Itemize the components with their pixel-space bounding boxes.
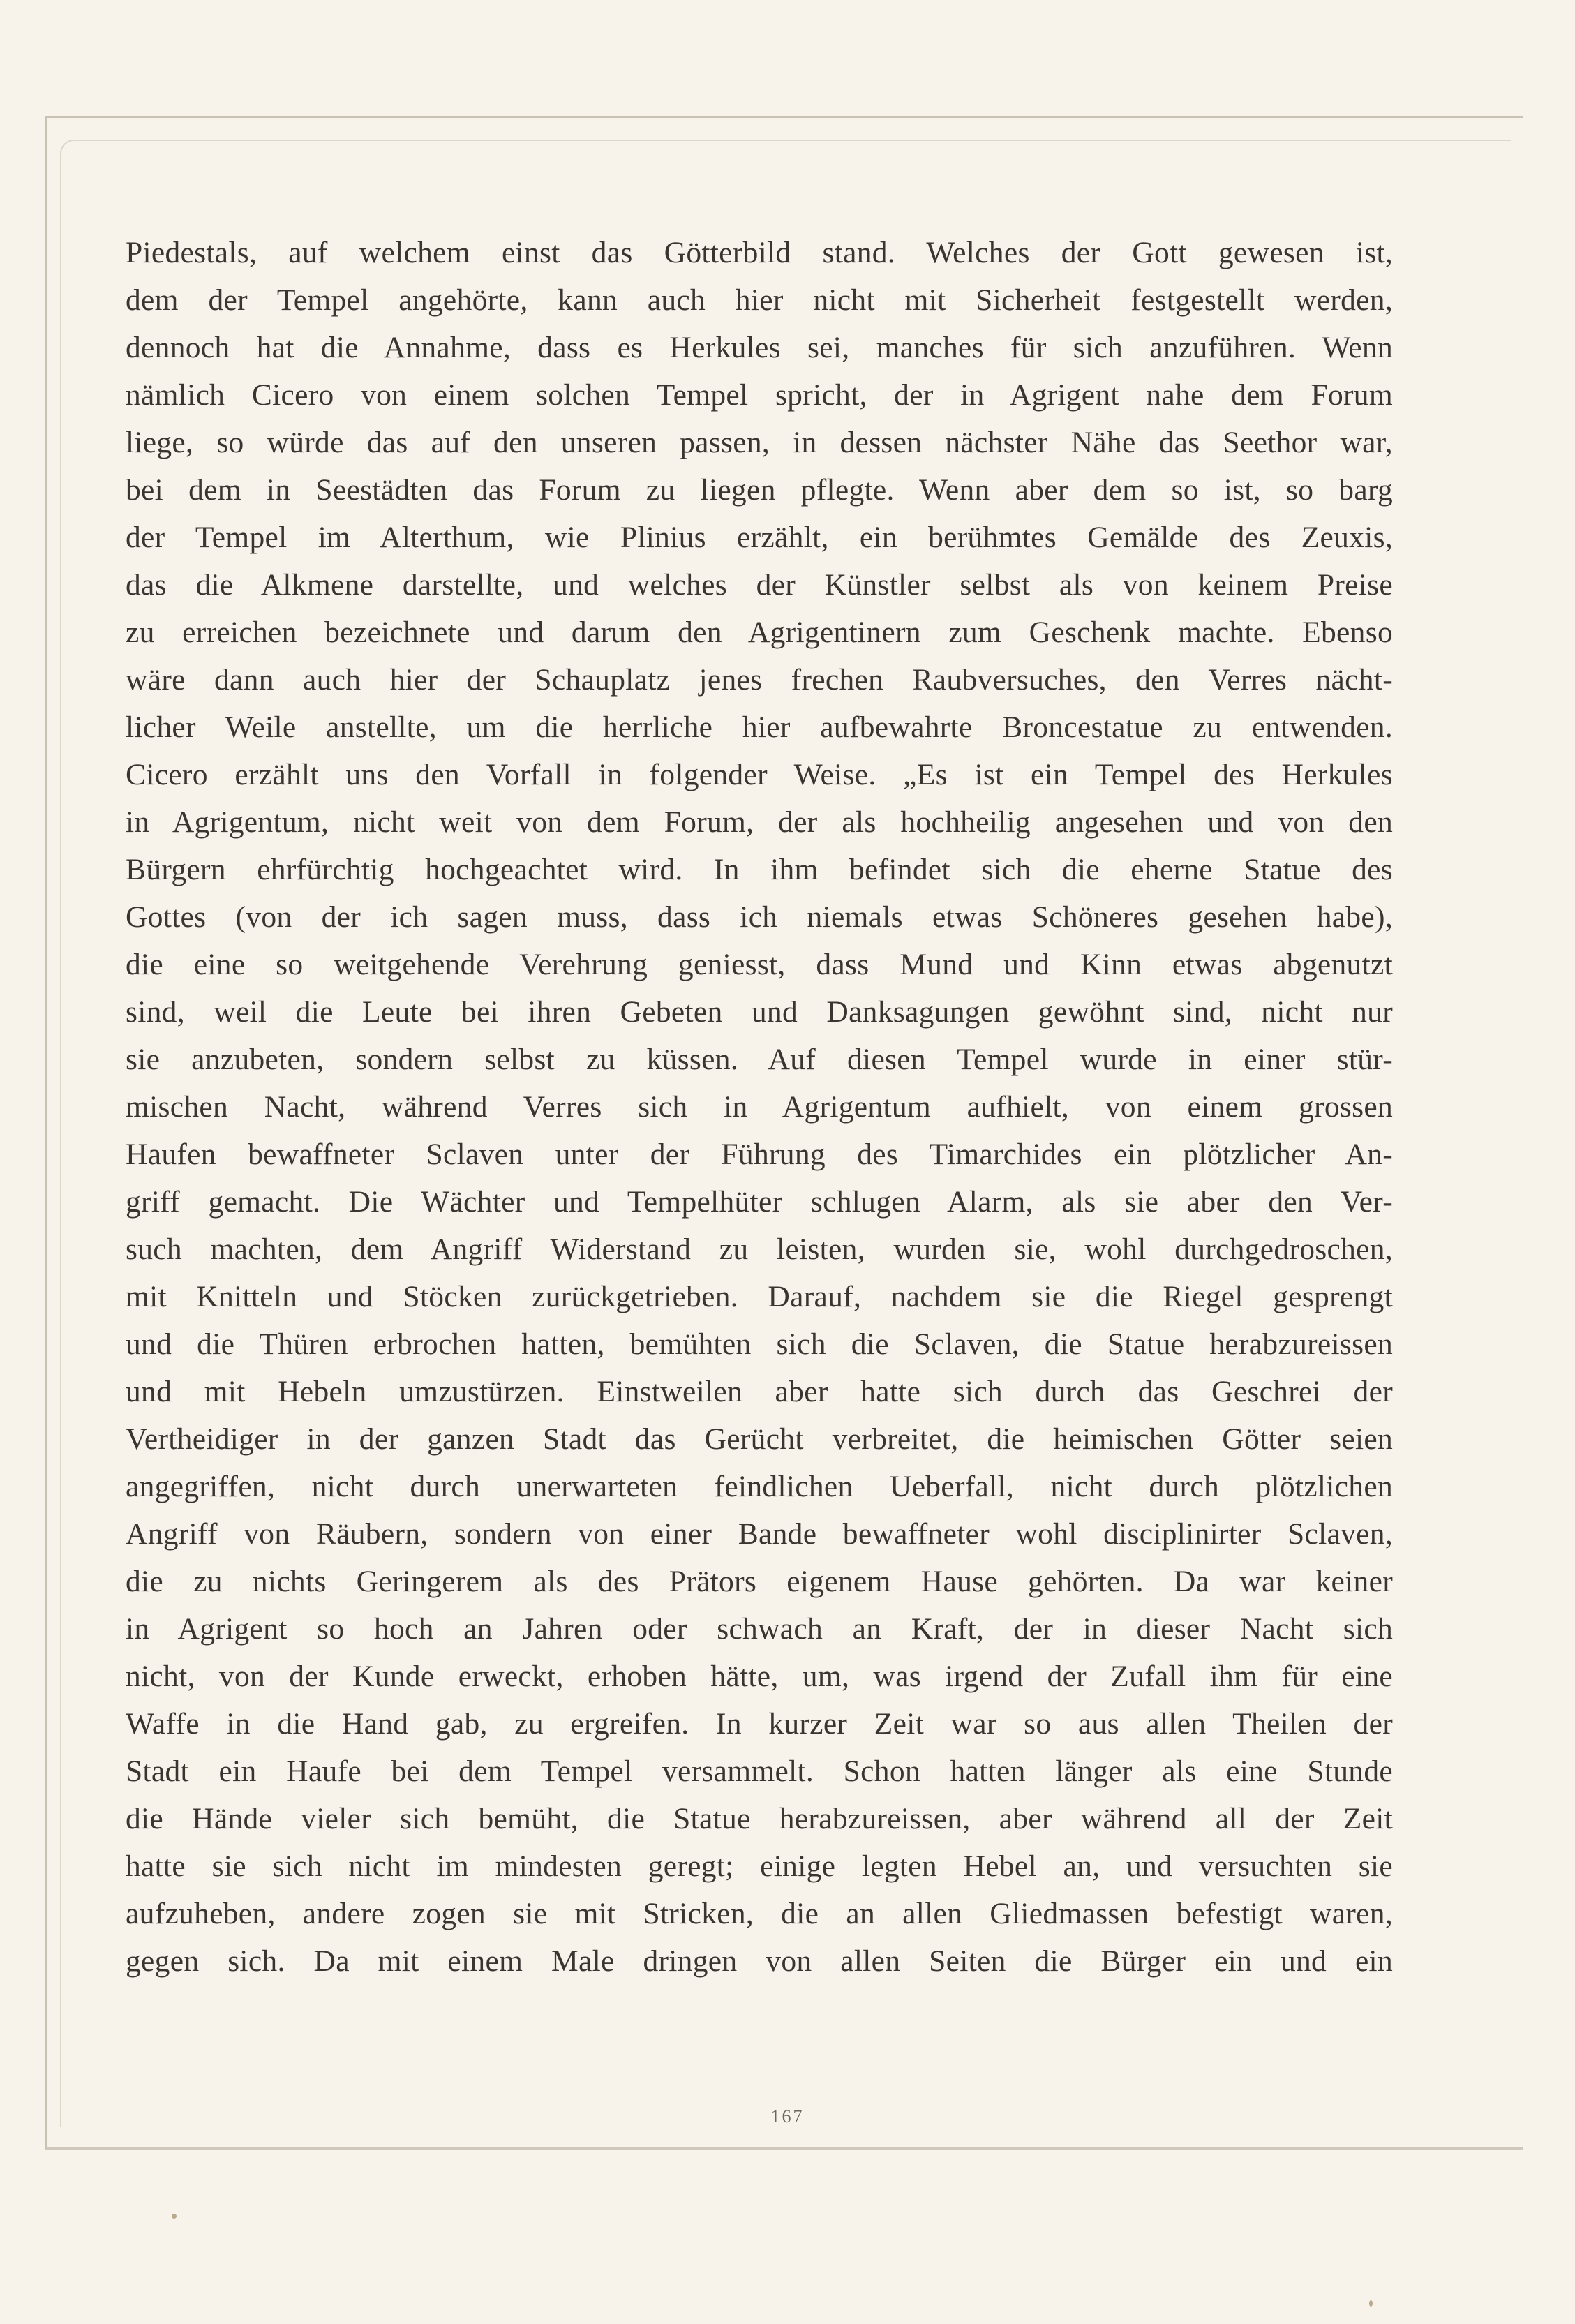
paper-speck bbox=[172, 2214, 177, 2219]
text-line: dem der Tempel angehörte, kann auch hier nicht mit Sicherheit festgestellt werden, bbox=[126, 283, 1393, 317]
text-line: Waffe in die Hand gab, zu ergreifen. In kurzer Zeit war so aus allen Theilen der bbox=[126, 1707, 1393, 1741]
text-line: griff gemacht. Die Wächter und Tempelhüter schlugen Alarm, als sie aber den Ver- bbox=[126, 1185, 1393, 1219]
text-line: der Tempel im Alterthum, wie Plinius erzählt, ein berühmtes Gemälde des Zeuxis, bbox=[126, 521, 1393, 554]
text-line: such machten, dem Angriff Widerstand zu leisten, wurden sie, wohl durchgedroschen, bbox=[126, 1232, 1393, 1266]
text-line: sie anzubeten, sondern selbst zu küssen. Auf diesen Tempel wurde in einer stür- bbox=[126, 1043, 1393, 1076]
text-line: nicht, von der Kunde erweckt, erhoben hätte, um, was irgend der Zufall ihm für eine bbox=[126, 1660, 1393, 1693]
text-line: in Agrigentum, nicht weit von dem Forum, der als hochheilig angesehen und von den bbox=[126, 805, 1393, 839]
text-line: angegriffen, nicht durch unerwarteten feindlichen Ueberfall, nicht durch plötzlichen bbox=[126, 1470, 1393, 1503]
text-line: mischen Nacht, während Verres sich in Agrigentum aufhielt, von einem grossen bbox=[126, 1090, 1393, 1124]
paper-speck bbox=[1369, 2300, 1373, 2307]
text-line: dennoch hat die Annahme, dass es Herkules sei, manches für sich anzuführen. Wenn bbox=[126, 331, 1393, 364]
text-line: nämlich Cicero von einem solchen Tempel spricht, der in Agrigent nahe dem Forum bbox=[126, 378, 1393, 412]
text-line: hatte sie sich nicht im mindesten geregt; einige legten Hebel an, und versuchten sie bbox=[126, 1849, 1393, 1883]
body-text bbox=[126, 229, 1393, 1985]
text-line: Gottes (von der ich sagen muss, dass ich niemals etwas Schöneres gesehen habe), bbox=[126, 900, 1393, 934]
page-number: 167 bbox=[770, 2106, 805, 2126]
text-line: mit Knitteln und Stöcken zurückgetrieben. Darauf, nachdem sie die Riegel gesprengt bbox=[126, 1280, 1393, 1313]
text-line: Angriff von Räubern, sondern von einer Bande bewaffneter wohl disciplinirter Sclaven, bbox=[126, 1517, 1393, 1551]
text-line: Cicero erzählt uns den Vorfall in folgender Weise. „Es ist ein Tempel des Herkules bbox=[126, 758, 1393, 791]
text-line: die Hände vieler sich bemüht, die Statue herabzureissen, aber während all der Zeit bbox=[126, 1802, 1393, 1835]
text-line: Bürgern ehrfürchtig hochgeachtet wird. In ihm befindet sich die eherne Statue des bbox=[126, 853, 1393, 886]
text-line: Stadt ein Haufe bei dem Tempel versammelt. Schon hatten länger als eine Stunde bbox=[126, 1755, 1393, 1788]
text-line: die zu nichts Geringerem als des Prätors eigenem Hause gehörten. Da war keiner bbox=[126, 1565, 1393, 1598]
text-line: die eine so weitgehende Verehrung geniesst, dass Mund und Kinn etwas abgenutzt bbox=[126, 948, 1393, 981]
text-line: Vertheidiger in der ganzen Stadt das Gerücht verbreitet, die heimischen Götter seien bbox=[126, 1422, 1393, 1456]
text-line: sind, weil die Leute bei ihren Gebeten und Danksagungen gewöhnt sind, nicht nur bbox=[126, 995, 1393, 1029]
text-line: Haufen bewaffneter Sclaven unter der Führung des Timarchides ein plötzlicher An- bbox=[126, 1138, 1393, 1171]
text-line: Piedestals, auf welchem einst das Götterbild stand. Welches der Gott gewesen ist, bbox=[126, 236, 1393, 269]
text-line: und mit Hebeln umzustürzen. Einstweilen aber hatte sich durch das Geschrei der bbox=[126, 1375, 1393, 1408]
text-line: aufzuheben, andere zogen sie mit Stricken, die an allen Gliedmassen befestigt waren, bbox=[126, 1897, 1393, 1930]
text-line: liege, so würde das auf den unseren passen, in dessen nächster Nähe das Seethor war, bbox=[126, 426, 1393, 459]
text-line: bei dem in Seestädten das Forum zu liegen pflegte. Wenn aber dem so ist, so barg bbox=[126, 473, 1393, 507]
text-line: in Agrigent so hoch an Jahren oder schwach an Kraft, der in dieser Nacht sich bbox=[126, 1612, 1393, 1646]
text-line: das die Alkmene darstellte, und welches der Künstler selbst als von keinem Preise bbox=[126, 568, 1393, 602]
text-line: wäre dann auch hier der Schauplatz jenes frechen Raubversuches, den Verres nächt- bbox=[126, 663, 1393, 697]
text-line: zu erreichen bezeichnete und darum den Agrigentinern zum Geschenk machte. Ebenso bbox=[126, 616, 1393, 649]
text-line: licher Weile anstellte, um die herrliche hier aufbewahrte Broncestatue zu entwenden. bbox=[126, 710, 1393, 744]
text-line: und die Thüren erbrochen hatten, bemühten sich die Sclaven, die Statue herabzureissen bbox=[126, 1327, 1393, 1361]
text-line: gegen sich. Da mit einem Male dringen von allen Seiten die Bürger ein und ein bbox=[126, 1944, 1393, 1978]
